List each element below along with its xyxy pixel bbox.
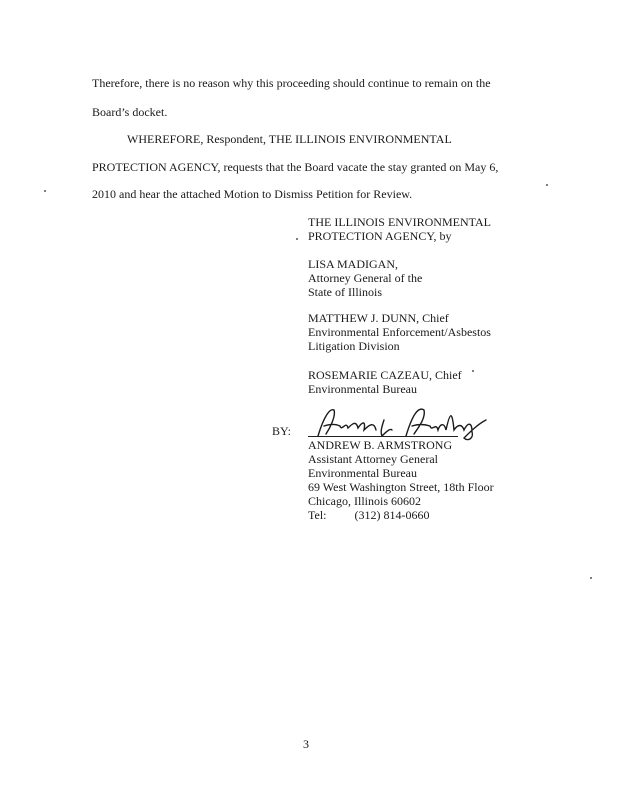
tel-label: Tel: (308, 508, 327, 522)
signer-phone (308, 508, 494, 522)
signer-block (308, 438, 494, 522)
page-number: 3 (303, 737, 309, 751)
para1-line1: Therefore, there is no reason why this proceeding should continue to remain on the (92, 76, 491, 90)
bureau-line-2: Environmental Bureau (308, 382, 417, 396)
para2-line2: PROTECTION AGENCY, requests that the Board vacate the stay granted on May 6, (92, 160, 499, 174)
agency-line-1: THE ILLINOIS ENVIRONMENTAL (308, 215, 492, 229)
agency-line-2: PROTECTION AGENCY, by (308, 229, 452, 243)
signer-title: Assistant Attorney General (308, 452, 438, 466)
tel-number: (312) 814-0660 (354, 508, 430, 522)
signer-bureau: Environmental Bureau (308, 466, 417, 480)
scan-speck (472, 370, 474, 372)
bureau-line-1: ROSEMARIE CAZEAU, Chief (308, 368, 462, 382)
para2-line3: 2010 and hear the attached Motion to Dismiss Petition for Review. (92, 187, 413, 201)
division-line-2: Environmental Enforcement/Asbestos (308, 325, 491, 339)
signature-rule (308, 436, 458, 437)
division-line-3: Litigation Division (308, 339, 400, 353)
signer-city: Chicago, Illinois 60602 (308, 494, 421, 508)
by-label: BY: (272, 424, 291, 438)
ag-line-1: LISA MADIGAN, (308, 257, 398, 271)
para1-line2: Board’s docket. (92, 105, 168, 119)
attorney-general-block (308, 257, 422, 299)
signer-name: ANDREW B. ARMSTRONG (308, 438, 453, 452)
scan-speck (546, 184, 548, 186)
division-line-1: MATTHEW J. DUNN, Chief (308, 311, 449, 325)
scan-speck (44, 190, 46, 192)
ag-line-3: State of Illinois (308, 285, 382, 299)
ag-line-2: Attorney General of the (308, 271, 423, 285)
bureau-chief-block (308, 368, 462, 396)
scan-speck (296, 238, 298, 240)
agency-block (308, 215, 491, 243)
para2-line1: WHEREFORE, Respondent, THE ILLINOIS ENVIRONMENTAL (127, 132, 452, 146)
signer-street: 69 West Washington Street, 18th Floor (308, 480, 494, 494)
division-chief-block (308, 311, 491, 353)
scan-speck (590, 577, 592, 579)
